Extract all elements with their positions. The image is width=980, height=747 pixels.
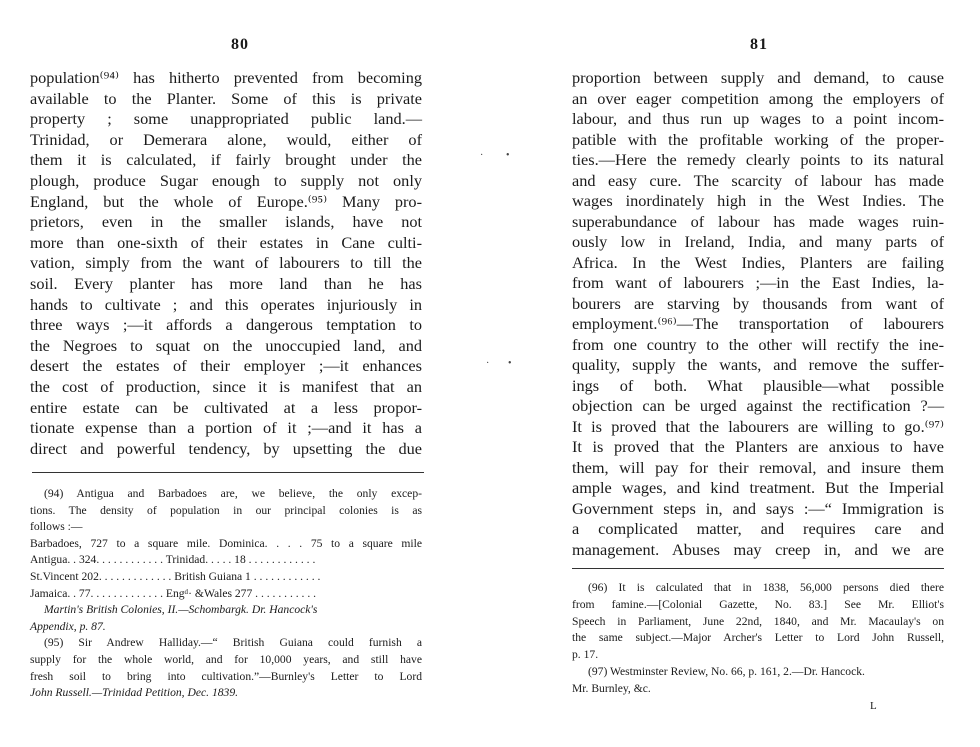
body-line: vation, simply from the want of labourers to till the xyxy=(30,253,422,273)
footnote-line: John Russell.—Trinidad Petition, Dec. 1839. xyxy=(30,686,239,700)
body-line: It is proved that the Planters are anxious to have xyxy=(572,437,944,456)
body-line: an over eager competition among the employers of xyxy=(572,88,944,108)
footnote-line: Martin's British Colonies, II.—Schombargk. Dr. Hancock's xyxy=(44,603,318,617)
body-line: ample wages, and kind treatment. But the Imperial xyxy=(572,478,944,497)
body-line: ties.—Here the remedy clearly points to its natural xyxy=(572,150,944,169)
body-line: the Negroes to squat on the unoccupied land, and xyxy=(30,335,422,355)
body-line: labour, and thus run up wages to a point incom- xyxy=(572,109,944,128)
body-line: from one country to the other will rectify the ine- xyxy=(572,334,944,354)
footnote-line: St.Vincent 202. . . . . . . . . . . . . British Guiana 1 . . . . . . . . . . . . xyxy=(30,570,321,583)
footnote-line: Barbadoes, 727 to a square mile. Dominica. . . . 75 to a square mile xyxy=(30,536,422,550)
body-line: soil. Every planter has more land than he has xyxy=(30,274,422,293)
body-line: bourers are starving by thousands from want of xyxy=(572,293,944,313)
body-line: management. Abuses may creep in, and we are xyxy=(572,539,944,559)
body-line: wages inordinately high in the West Indies. The xyxy=(572,191,944,210)
footnote-line: Antigua. . 324. . . . . . . . . . . . Trinidad. . . . . 18 . . . . . . . . . . . . xyxy=(30,553,316,567)
footnote-line: Jamaica. . 77. . . . . . . . . . . . . Engᵈ· &Wales 277 . . . . . . . . . . . xyxy=(30,586,317,600)
body-line: quality, supply the wants, and remove the suffer- xyxy=(572,355,944,374)
footnote-line: supply for the whole world, and for 10,000 years, and still have xyxy=(30,653,422,666)
footnote-line: fresh soil to bring into cultivation.”—Burnley's Letter to Lord xyxy=(30,669,422,683)
left-page xyxy=(30,0,450,747)
page-number: 80 xyxy=(231,36,249,53)
body-line: ings of both. What plausible—what possible xyxy=(572,375,944,395)
body-line: superabundance of labour has made wages ruin- xyxy=(572,211,944,231)
footnote-line: follows :— xyxy=(30,520,83,534)
body-line: them, will pay for their removal, and insure them xyxy=(572,457,944,477)
body-line: tionate expense than a portion of it ;—and it has a xyxy=(30,418,422,438)
body-line: the cost of production, since it is manifest that an xyxy=(30,377,422,396)
body-line: them it is calculated, if fairly brought under the xyxy=(30,150,422,170)
body-line: employment.⁽⁹⁶⁾—The transportation of labourers xyxy=(572,314,944,333)
body-line: proportion between supply and demand, to cause xyxy=(572,68,944,87)
footnote-line: the same subject.—Major Archer's Letter to Lord John Russell, xyxy=(572,631,944,645)
margin-mark: · xyxy=(480,150,484,161)
body-line: property ; some unappropriated public land.— xyxy=(30,109,422,129)
footnote-line: (96) It is calculated that in 1838, 56,000 persons died there xyxy=(588,581,944,594)
footnote-line: Mr. Burnley, &c. xyxy=(572,681,651,695)
footnote-line: Speech in Parliament, June 22nd, 1840, and Mr. Macaulay's on xyxy=(572,614,944,628)
footnote-line: from famine.—[Colonial Gazette, No. 83.] See Mr. Elliot's xyxy=(572,597,944,611)
body-line: Africa. In the West Indies, Planters are failing xyxy=(572,252,944,272)
body-line: from want of labourers ;—in the East Indies, la- xyxy=(572,273,944,292)
footnote-line: (97) Westminster Review, No. 66, p. 161, 2.—Dr. Hancock. xyxy=(588,665,865,678)
body-line: a complicated matter, and requires care and xyxy=(572,519,944,538)
footnote-rule xyxy=(572,568,944,569)
signature-mark: L xyxy=(870,700,877,712)
body-line: patible with the profitable working of the proper- xyxy=(572,129,944,149)
footnote-line: Appendix, p. 87. xyxy=(30,619,106,633)
footnote-rule xyxy=(32,472,424,473)
body-line: population⁽⁹⁴⁾ has hitherto prevented from becoming xyxy=(30,68,422,87)
page-number: 81 xyxy=(750,36,768,53)
body-line: and easy cure. The scarcity of labour has made xyxy=(572,170,944,190)
margin-mark: • xyxy=(508,358,512,369)
body-line: three ways ;—it affords a dangerous temptation to xyxy=(30,315,422,335)
body-line: objection can be urged against the rectification ?— xyxy=(572,396,944,415)
body-line: direct and powerful tendency, by upsetting the due xyxy=(30,438,422,458)
footnote-line: p. 17. xyxy=(572,648,599,662)
right-page xyxy=(572,0,946,747)
body-line: It is proved that the labourers are willing to go.⁽⁹⁷⁾ xyxy=(572,416,944,436)
body-line: desert the estates of their employer ;—it enhances xyxy=(30,356,422,376)
body-line: England, but the whole of Europe.⁽⁹⁵⁾ Many pro- xyxy=(30,191,422,211)
body-line: more than one-sixth of their estates in Cane culti- xyxy=(30,232,422,252)
body-line: prietors, even in the smaller islands, have not xyxy=(30,212,422,232)
body-line: Government steps in, and says :—“ Immigration is xyxy=(572,498,944,518)
body-line: hands to cultivate ; and this operates injuriously in xyxy=(30,294,422,314)
margin-mark: · xyxy=(486,358,490,369)
body-line: available to the Planter. Some of this is private xyxy=(30,88,422,108)
footnote-line: (94) Antigua and Barbadoes are, we believe, the only excep- xyxy=(44,487,422,500)
body-line: ously low in Ireland, India, and many parts of xyxy=(572,232,944,251)
body-line: plough, produce Sugar enough to supply not only xyxy=(30,171,422,190)
body-line: entire estate can be cultivated at a less propor- xyxy=(30,397,422,417)
body-line: Trinidad, or Demerara alone, would, either of xyxy=(30,129,422,149)
footnote-line: (95) Sir Andrew Halliday.—“ British Guiana could furnish a xyxy=(44,636,422,650)
margin-mark: • xyxy=(506,150,510,161)
footnote-line: tions. The density of population in our principal colonies is as xyxy=(30,503,422,517)
